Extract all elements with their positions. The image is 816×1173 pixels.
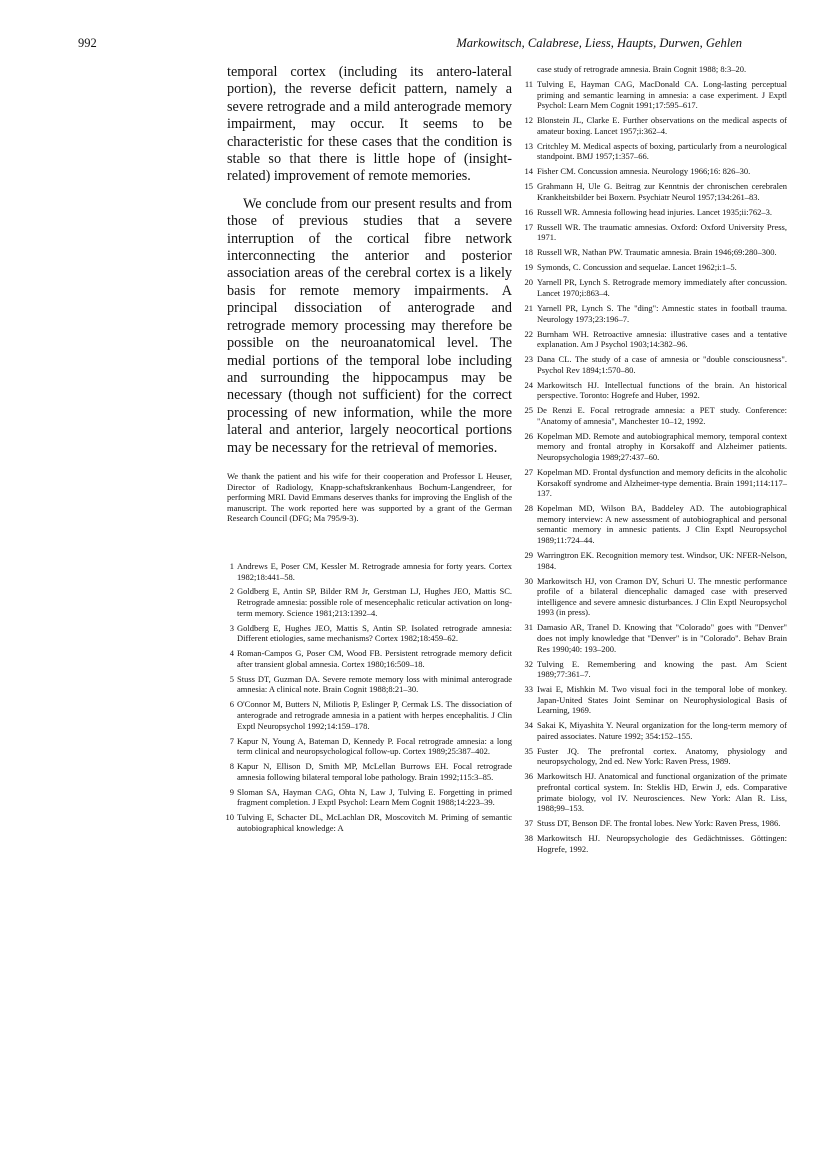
reference-item	[227, 561, 512, 582]
reference-number: 37	[524, 818, 533, 829]
reference-text: Symonds, C. Concussion and sequelae. Lancet 1962;i:1–5.	[537, 262, 737, 273]
reference-item	[524, 181, 787, 202]
reference-text: Markowitsch HJ. Neuropsychologie des Gedächtnisses. Göttingen: Hogrefe, 1992.	[537, 833, 787, 854]
reference-item	[527, 64, 787, 75]
reference-number: 26	[524, 430, 533, 441]
reference-number: 21	[524, 302, 533, 313]
reference-number: 22	[524, 328, 533, 339]
reference-item	[524, 575, 787, 618]
reference-text: Roman-Campos G, Poser CM, Wood FB. Persistent retrograde memory deficit after transient global amnesia. Cortex 1980;16:509–18.	[237, 648, 512, 669]
reference-text: Damasio AR, Tranel D. Knowing that "Colorado" goes with "Denver" does not imply knowledge that "Denver" is in "Colorado". Behav Brain Res 1990;40: 193–200.	[537, 622, 787, 654]
reference-item	[524, 503, 787, 545]
reference-number: 3	[229, 622, 234, 633]
reference-number: 1	[229, 560, 234, 571]
reference-text: De Renzi E. Focal retrograde amnesia: a PET study. Conference: "Anatomy of amnesia", Manchester 10–12, 1992.	[537, 405, 787, 426]
reference-text: Markowitsch HJ, von Cramon DY, Schuri U. The mnestic performance profile of a bilateral diencephalic damaged case with preserved intelligence and severe amnesic disturbances. J Clin Exptl Neuropsychol 1993 (in press).	[537, 575, 787, 618]
reference-text: Goldberg E, Antin SP, Bilder RM Jr, Gerstman LJ, Hughes JEO, Mattis SC. Retrograde amnesia: possible role of mesencephalic reticular activation on long-term memory. Science 1981;213:1392–4.	[237, 586, 512, 618]
reference-number: 18	[524, 247, 533, 258]
reference-item	[524, 166, 787, 177]
reference-item	[227, 674, 512, 695]
reference-item	[524, 379, 787, 401]
reference-item	[524, 549, 787, 571]
reference-text: Yarnell PR, Lynch S. The "ding": Amnestic states in football trauma. Neurology 1973;23:196–7.	[537, 302, 787, 324]
reference-text: Fuster JQ. The prefrontal cortex. Anatomy, physiology and neuropsychology, 2nd ed. New York: Raven Press, 1989.	[537, 745, 787, 767]
reference-text: case study of retrograde amnesia. Brain Cognit 1988; 8:3–20.	[537, 64, 747, 74]
reference-text: Critchley M. Medical aspects of boxing, particularly from a neurological standpoint. BMJ 1957;1:357–66.	[537, 140, 787, 162]
reference-item	[227, 761, 512, 782]
running-header	[78, 36, 742, 52]
reference-text: Tulving E, Hayman CAG, MacDonald CA. Long-lasting perceptual priming and semantic learning in amnesia: a case experiment. J Exptl Psychol: Learn Mem Cognit 1991;17:595–617.	[537, 78, 787, 111]
reference-number: 32	[524, 658, 533, 669]
reference-number: 16	[524, 206, 533, 217]
reference-number: 36	[524, 771, 533, 782]
reference-number: 9	[229, 786, 234, 797]
reference-number: 7	[229, 735, 234, 746]
reference-text: Tulving E, Schacter DL, McLachlan DR, Moscovitch M. Priming of semantic autobiographical knowledge: A	[237, 812, 512, 833]
left-column	[227, 64, 512, 838]
reference-text: Russell WR. Amnesia following head injuries. Lancet 1935;ii:762–3.	[537, 206, 772, 217]
reference-item	[524, 115, 787, 136]
reference-text: Markowitsch HJ. Intellectual functions of the brain. An historical perspective. Toronto: Hogrefe and Huber, 1992.	[537, 379, 787, 401]
reference-item	[524, 622, 787, 654]
reference-number: 23	[524, 354, 533, 365]
reference-number: 28	[524, 503, 533, 514]
reference-text: Kapur N, Ellison D, Smith MP, McLellan Burrows EH. Focal retrograde amnesia following bilateral temporal lobe pathology. Brain 1992;115:3–85.	[237, 761, 512, 782]
reference-list-left	[227, 561, 512, 834]
reference-item	[227, 812, 512, 833]
reference-item	[524, 771, 787, 814]
reference-number: 19	[524, 262, 533, 273]
reference-list-right	[524, 64, 787, 854]
reference-text: Dana CL. The study of a case of amnesia or "double consciousness". Psychol Rev 1894;1:570–80.	[537, 354, 787, 375]
running-authors: Markowitsch, Calabrese, Liess, Haupts, Durwen, Gehlen	[456, 36, 742, 50]
body-paragraph-2: We conclude from our present results and from those of previous studies that a severe interruption of the cortical fibre network interconnecting the anterior and posterior association areas of the cerebral cortex is a likely basis for remote memory impairments. A principal dissociation of anterograde and retrograde memory processing may therefore be possible on the neuroanatomical level. The medial portions of the temporal lobe including and surrounding the hippocampus may be necessary (though not sufficient) for the correct processing of new information, while the more lateral and anterior, largely neocortical portions may be necessary for the retrieval of memories.	[227, 195, 512, 456]
reference-item	[524, 745, 787, 767]
reference-text: Fisher CM. Concussion amnesia. Neurology 1966;16: 826–30.	[537, 166, 751, 177]
reference-number: 17	[524, 221, 533, 232]
reference-item	[524, 78, 787, 111]
reference-item	[524, 140, 787, 162]
reference-item	[524, 684, 787, 716]
reference-number: 15	[524, 181, 533, 192]
reference-number: 8	[229, 761, 234, 772]
reference-text: Stuss DT, Benson DF. The frontal lobes. New York: Raven Press, 1986.	[537, 818, 781, 829]
reference-text: Sloman SA, Hayman CAG, Ohta N, Law J, Tulving E. Forgetting in primed fragment completion. J Exptl Psychol: Learn Mem Cognit 1988;14:223–39.	[237, 786, 512, 808]
reference-number: 31	[524, 622, 533, 633]
reference-number: 14	[524, 166, 533, 177]
reference-number: 33	[524, 684, 533, 695]
body-paragraph-1: temporal cortex (including its antero-lateral portion), the reverse deficit pattern, namely a severe retrograde and a mild anterograde memory impairment, may occur. It seems to be characteristic for these cases that the condition is stable so that there is little hope of (insight-related) improvement of remote memories.	[227, 64, 512, 185]
reference-text: Kopelman MD, Wilson BA, Baddeley AD. The autobiographical memory interview: A new assessment of autobiographical and personal semantic memory in amnesic patients. J Clin Exptl Neuropsychol 1989;11:724–44.	[537, 503, 787, 545]
reference-text: Kopelman MD. Frontal dysfunction and memory deficits in the alcoholic Korsakoff syndrome and Alzheimer-type dementia. Brain 1991;114:117–137.	[537, 467, 787, 499]
reference-item	[524, 328, 787, 350]
reference-text: Kapur N, Young A, Bateman D, Kennedy P. Focal retrograde amnesia: a long term clinical and neuropsychological follow-up. Cortex 1989;25:387–402.	[237, 735, 512, 757]
reference-number: 5	[229, 673, 234, 684]
reference-item	[227, 648, 512, 669]
reference-number: 10	[225, 812, 234, 823]
reference-item	[524, 302, 787, 324]
reference-text: Russell WR, Nathan PW. Traumatic amnesia. Brain 1946;69:280–300.	[537, 247, 777, 258]
reference-text: Blonstein JL, Clarke E. Further observations on the medical aspects of amateur boxing. Lancet 1957;i:362–4.	[537, 115, 787, 136]
reference-item	[524, 354, 787, 375]
reference-number: 38	[524, 833, 533, 844]
reference-number: 25	[524, 405, 533, 416]
reference-item	[524, 277, 787, 298]
page-number: 992	[78, 36, 97, 50]
reference-item	[227, 736, 512, 757]
reference-item	[524, 818, 787, 829]
reference-item	[524, 221, 787, 243]
reference-text: Stuss DT, Guzman DA. Severe remote memory loss with minimal anterograde amnesia: A clinical note. Brain Cognit 1988;8:21–30.	[237, 673, 512, 695]
reference-text: Russell WR. The traumatic amnesias. Oxford: Oxford University Press, 1971.	[537, 221, 787, 243]
reference-text: Burnham WH. Retroactive amnesia: illustrative cases and a tentative explanation. Am J Psychol 1903;14:382–96.	[537, 328, 787, 350]
reference-item	[524, 720, 787, 741]
reference-text: Goldberg E, Hughes JEO, Mattis S, Antin SP. Isolated retrograde amnesia: Different etiologies, same mechanisms? Cortex 1982;18:459–62.	[237, 622, 512, 644]
right-column	[524, 64, 787, 859]
reference-text: Markowitsch HJ. Anatomical and functional organization of the primate prefrontal cortical system. In: Steklis HD, Erwin J, eds. Comparative primate biology, vol IV. Neurosciences. New York: Alan R. Liss, 1988;99–153.	[537, 771, 787, 814]
reference-number: 4	[229, 648, 234, 659]
reference-item	[227, 699, 512, 731]
reference-item	[524, 247, 787, 258]
reference-number: 29	[524, 549, 533, 560]
reference-text: Tulving E. Remembering and knowing the past. Am Scient 1989;77:361–7.	[537, 658, 787, 680]
reference-number: 6	[229, 699, 234, 710]
reference-item	[227, 623, 512, 644]
reference-number: 30	[524, 575, 533, 586]
reference-item	[524, 405, 787, 426]
reference-number: 11	[524, 78, 533, 89]
reference-text: Grahmann H, Ule G. Beitrag zur Kenntnis der chronischen cerebralen Krankheitsbilder bei Boxern. Psychiatr Neurol 1957;134:261–83.	[537, 181, 787, 202]
reference-number: 34	[524, 720, 533, 731]
reference-text: Kopelman MD. Remote and autobiographical memory, temporal context memory and frontal atrophy in Korsakoff and Alzheimer patients. Neuropsychologia 1989;27:437–60.	[537, 430, 787, 463]
reference-number: 20	[524, 277, 533, 288]
reference-number: 35	[524, 745, 533, 756]
reference-text: O'Connor M, Butters N, Miliotis P, Eslinger P, Cermak LS. The dissociation of anterograde and retrograde amnesia in a patient with herpes encephalitis. J Clin Exptl Neuropsychol 1992;14:159–178.	[237, 699, 512, 731]
reference-number: 12	[524, 115, 533, 126]
reference-number: 24	[524, 379, 533, 390]
reference-item	[524, 467, 787, 499]
reference-number: 13	[524, 140, 533, 151]
reference-item	[524, 658, 787, 680]
reference-item	[524, 206, 787, 218]
acknowledgement: We thank the patient and his wife for their cooperation and Professor L Heuser, Director of Radiology, Knapp-schaftskrankenhaus Bochum-Langendreer, for performing MRI. David Emmans deserves thanks for improving the English of the manuscript. The work reported here was supported by a grant of the German Research Council (DFG; Ma 795/9-3).	[227, 470, 512, 524]
reference-item	[227, 787, 512, 808]
reference-text: Warringtron EK. Recognition memory test. Windsor, UK: NFER-Nelson, 1984.	[537, 549, 787, 571]
reference-text: Iwai E, Mishkin M. Two visual foci in the temporal lobe of monkey. Japan-United States Joint Seminar on Neurophysiological Basis of Learning, 1969.	[537, 684, 787, 716]
reference-item	[227, 586, 512, 618]
reference-item	[524, 833, 787, 854]
reference-text: Andrews E, Poser CM, Kessler M. Retrograde amnesia for forty years. Cortex 1982;18:441–58.	[237, 560, 512, 582]
reference-item	[524, 262, 787, 273]
reference-number: 27	[524, 467, 533, 478]
reference-text: Yarnell PR, Lynch S. Retrograde memory immediately after concussion. Lancet 1970;i:863–4.	[537, 277, 787, 298]
reference-item	[524, 430, 787, 463]
reference-number: 2	[229, 586, 234, 597]
reference-text: Sakai K, Miyashita Y. Neural organization for the long-term memory of paired associates. Nature 1992; 354:152–155.	[537, 720, 787, 741]
